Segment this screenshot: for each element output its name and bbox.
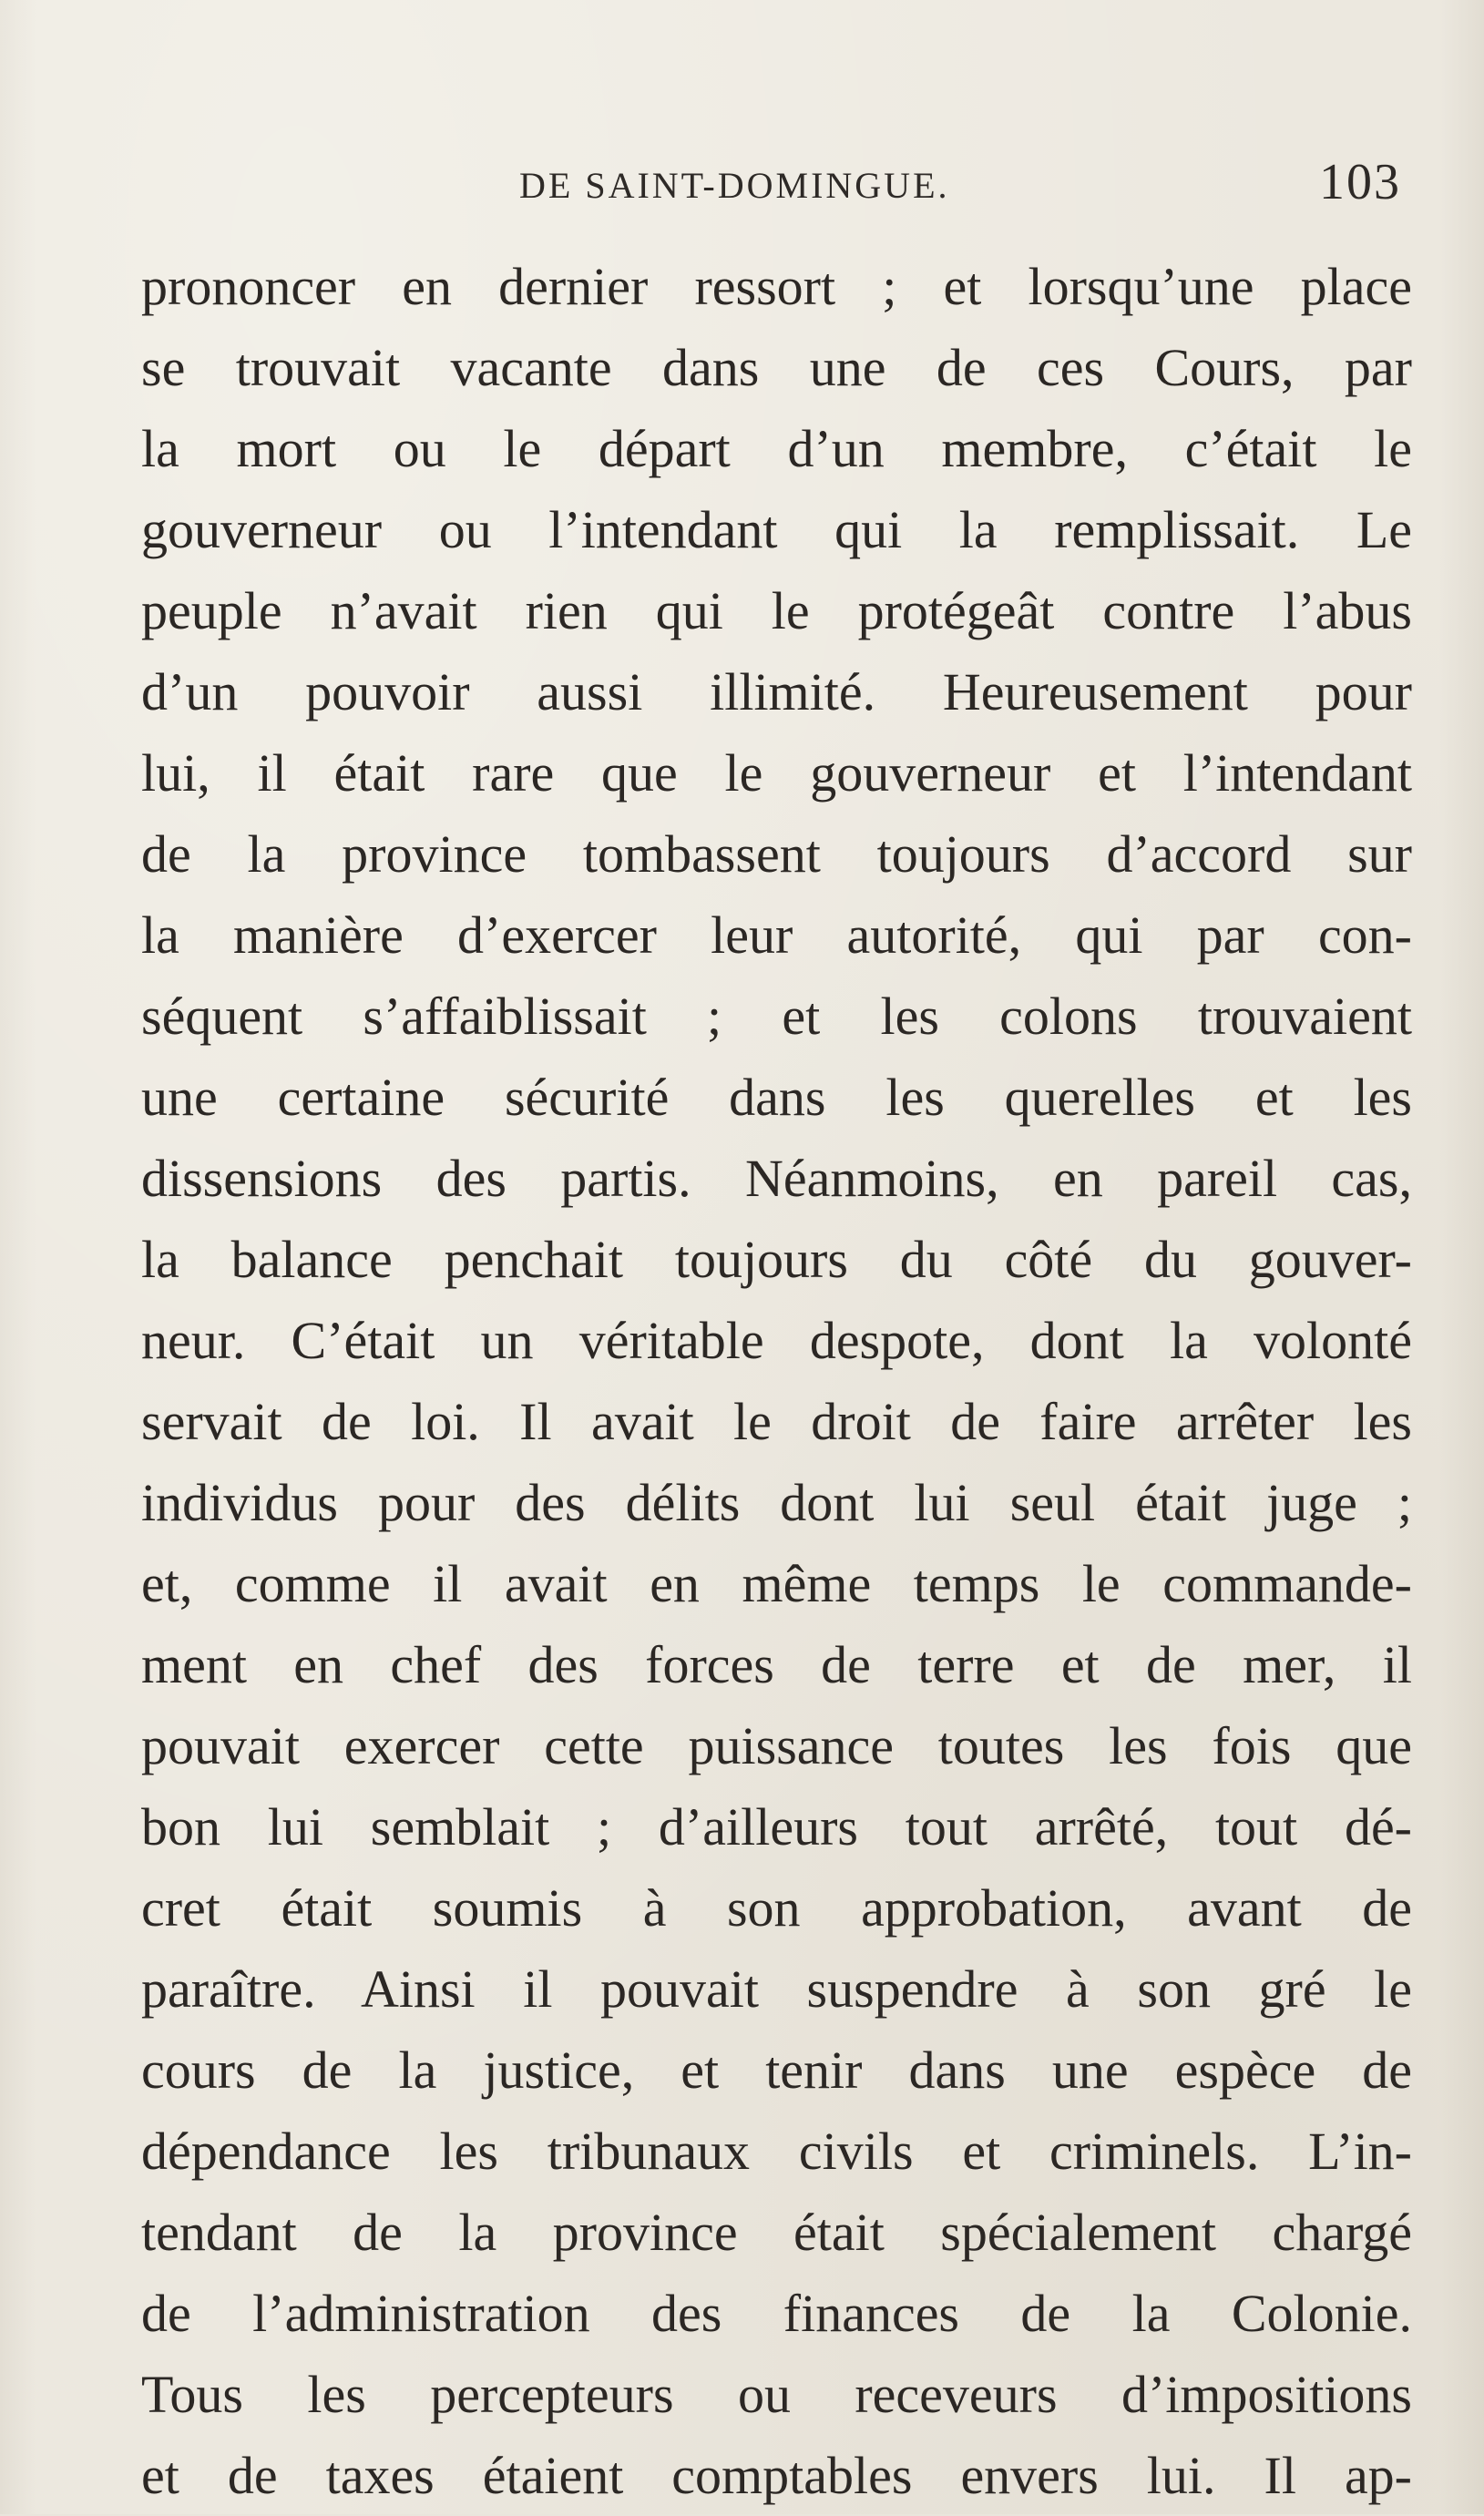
running-head: DE SAINT-DOMINGUE. [519,165,950,206]
text-line: neur. C’était un véritable despote, dont la volonté [141,1311,1412,1370]
text-line: la manière d’exercer leur autorité, qui par con- [141,905,1412,965]
text-line: prononcer en dernier ressort ; et lorsqu’une place [141,257,1412,316]
text-line: cret était soumis à son approbation, avant de [141,1878,1412,1938]
text-line: paraître. Ainsi il pouvait suspendre à son gré le [141,1959,1412,2019]
text-line: lui, il était rare que le gouverneur et l’intendant [141,743,1412,803]
text-line: dépendance les tribunaux civils et criminels. L’in- [141,2122,1412,2181]
text-line: ment en chef des forces de terre et de mer, il [141,1635,1412,1694]
text-line: gouverneur ou l’intendant qui la remplissait. Le [141,500,1412,559]
text-line: Tous les percepteurs ou receveurs d’impositions [141,2365,1412,2424]
text-line: de la province tombassent toujours d’accord sur [141,824,1412,884]
text-line: se trouvait vacante dans une de ces Cours, par [141,338,1412,397]
text-line: peuple n’avait rien qui le protégeât contre l’abus [141,581,1412,640]
text-line: et, comme il avait en même temps le commande- [141,1554,1412,1613]
text-line: servait de loi. Il avait le droit de faire arrêter les [141,1392,1412,1451]
text-line: la balance penchait toujours du côté du gouver- [141,1230,1412,1289]
text-line: tendant de la province était spécialement chargé [141,2203,1412,2262]
body-text [141,246,1412,2516]
text-line: bon lui semblait ; d’ailleurs tout arrêté, tout dé- [141,1797,1412,1856]
text-line: de l’administration des finances de la Colonie. [141,2284,1412,2343]
text-line: dissensions des partis. Néanmoins, en pareil cas, [141,1149,1412,1208]
text-line: cours de la justice, et tenir dans une espèce de [141,2040,1412,2100]
text-line: pouvait exercer cette puissance toutes les fois que [141,1716,1412,1775]
text-line: d’un pouvoir aussi illimité. Heureusement pour [141,662,1412,721]
page-number: 103 [1319,154,1401,210]
text-line: la mort ou le départ d’un membre, c’était le [141,419,1412,478]
text-line: une certaine sécurité dans les querelles et les [141,1068,1412,1127]
text-line: séquent s’affaiblissait ; et les colons trouvaient [141,987,1412,1046]
text-line: individus pour des délits dont lui seul était juge ; [141,1473,1412,1532]
text-line: et de taxes étaient comptables envers lui. Il ap- [141,2446,1412,2505]
